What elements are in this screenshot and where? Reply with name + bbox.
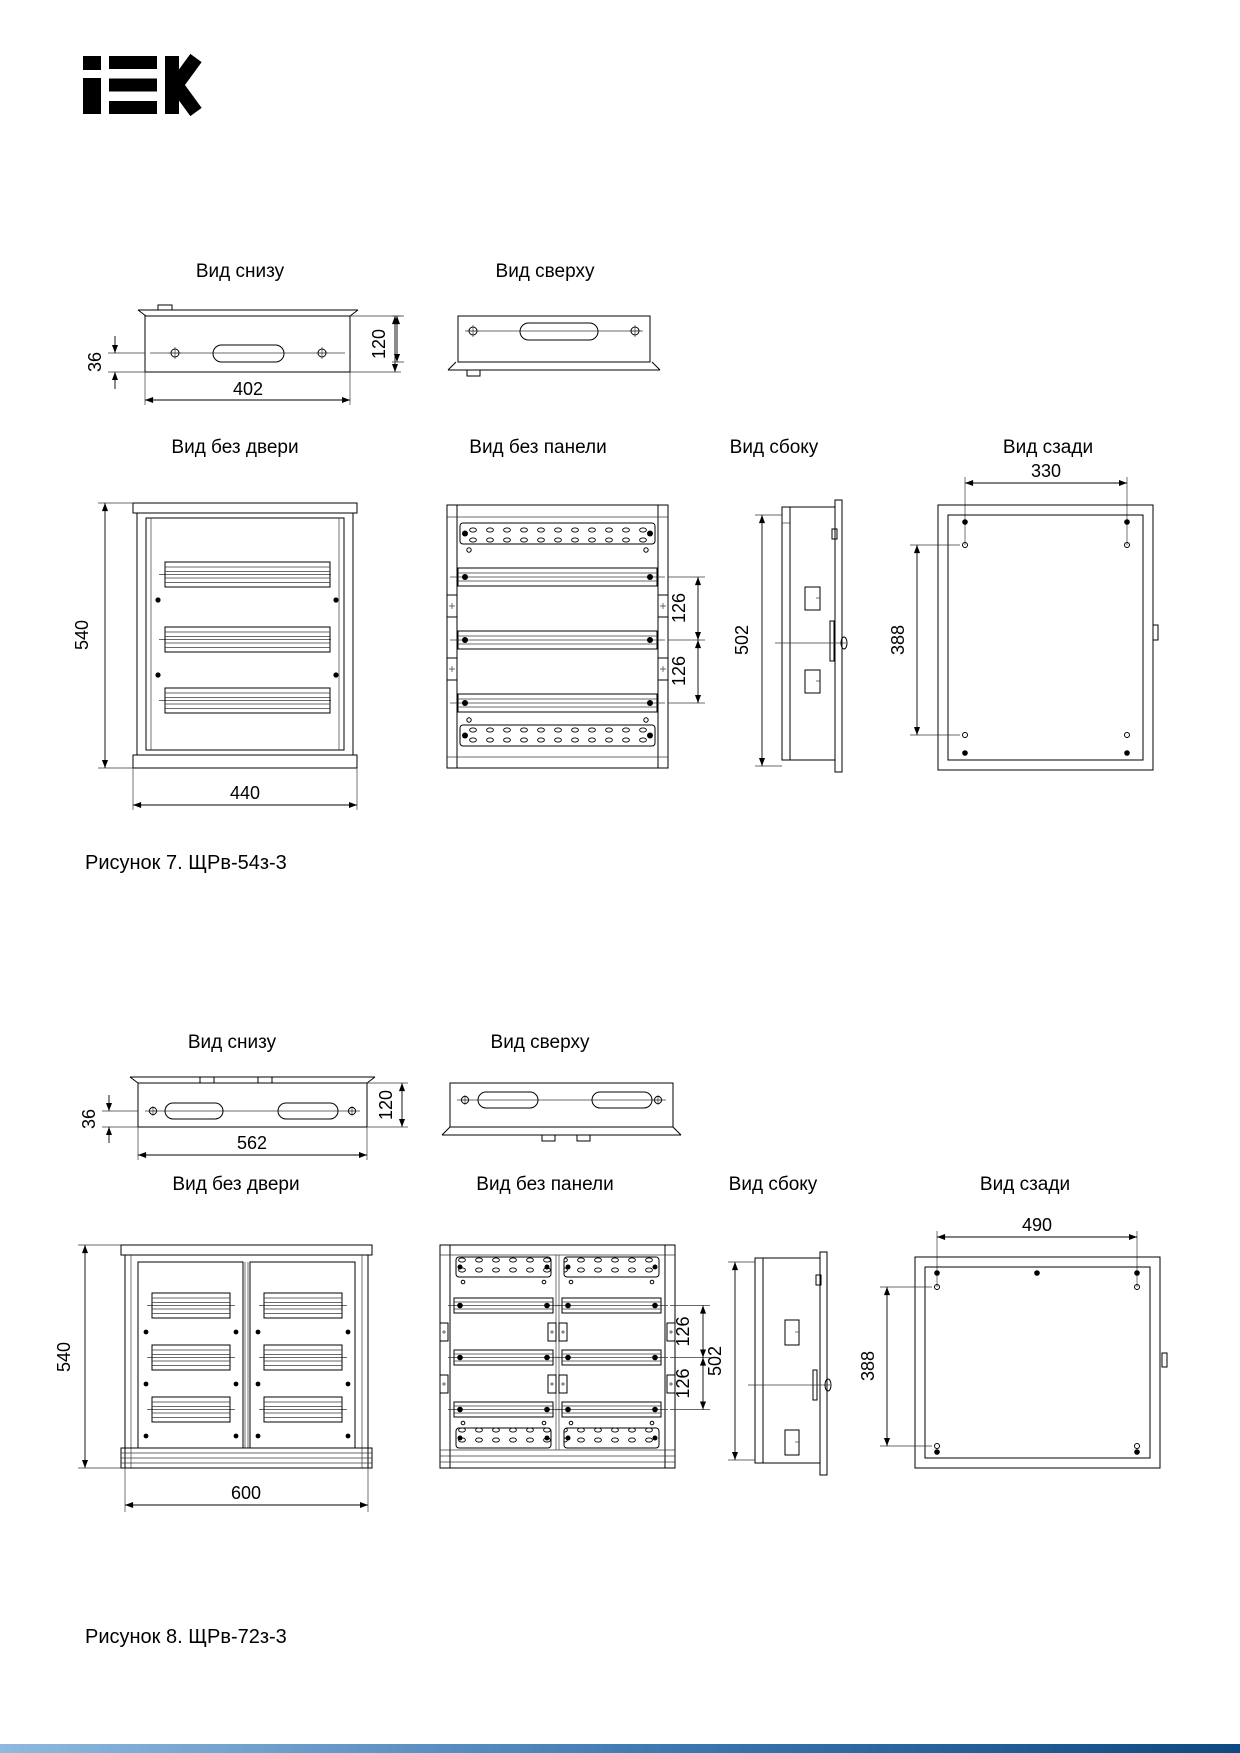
din-rail: [450, 631, 665, 649]
din-rail-strip: [159, 627, 331, 652]
dim-label: 440: [229, 783, 261, 803]
fig8-top-view-title: Вид сверху: [490, 1032, 590, 1053]
fig7-no-panel-title: Вид без панели: [469, 437, 607, 458]
fig7-no-door-drawing: [60, 495, 390, 825]
fig8-rear-view-title: Вид сзади: [979, 1174, 1071, 1195]
fig8-no-panel-title: Вид без панели: [476, 1174, 614, 1195]
dimension-388: [888, 545, 960, 735]
fig7-bottom-view-drawing: [85, 300, 418, 412]
din-rail: [448, 1350, 668, 1365]
panel-screw: [155, 597, 338, 677]
din-rail: [448, 1298, 668, 1313]
fig8-bottom-view-title: Вид снизу: [187, 1032, 277, 1053]
dim-label: 126: [673, 1316, 693, 1347]
dim-label: 388: [858, 1350, 878, 1382]
din-rail-strip: [147, 1345, 347, 1370]
dim-label: 126: [669, 655, 689, 687]
din-rail-strip: [147, 1293, 347, 1318]
enclosure-outline: [448, 316, 660, 376]
side-tab: [440, 1323, 675, 1393]
fig7-top-view-title: Вид сверху: [495, 261, 595, 282]
dimension-120: [367, 1083, 408, 1127]
fig7-side-view-drawing: [720, 495, 860, 795]
fig8-side-view-title: Вид сбоку: [728, 1174, 818, 1195]
fig8-side-view-drawing: [700, 1235, 835, 1495]
enclosure-outline: [138, 305, 358, 372]
side-profile: [748, 1252, 831, 1475]
dim-label: 126: [669, 592, 689, 624]
din-rail: [448, 1402, 668, 1417]
dim-label: 562: [236, 1133, 268, 1153]
dimension-440: [133, 768, 357, 810]
dim-label: 120: [376, 1089, 396, 1121]
perforated-strip: [460, 718, 655, 746]
dimension-36: [85, 336, 145, 389]
dim-label: 502: [705, 1345, 725, 1377]
fig7-rear-view-title: Вид сзади: [1002, 437, 1094, 458]
dimension-540: [54, 1245, 121, 1468]
dim-label: 36: [79, 1108, 99, 1130]
dim-label: 490: [1021, 1215, 1053, 1235]
iek-logo: [83, 56, 203, 114]
side-tab: [447, 595, 668, 680]
fig8-bottom-view-drawing: [80, 1065, 420, 1170]
dim-label: 330: [1030, 461, 1062, 481]
dim-label: 120: [369, 328, 389, 360]
dim-label: 600: [230, 1483, 262, 1503]
mounting-hole: [962, 519, 1130, 756]
dim-label: 502: [732, 624, 752, 656]
enclosure-outline: [121, 1245, 372, 1468]
iek-logo-glyphs: [83, 56, 196, 114]
din-rail: [450, 694, 665, 712]
dimension-502: [732, 515, 782, 766]
fig7-no-door-title: Вид без двери: [171, 437, 299, 458]
fig8-rear-view-drawing: [850, 1200, 1190, 1490]
perforated-strip: [456, 1257, 659, 1284]
fig8-top-view-drawing: [430, 1065, 700, 1155]
din-rail-strip: [159, 688, 331, 713]
dimension-502: [705, 1262, 755, 1460]
dimension-600: [125, 1468, 368, 1512]
dim-label: 36: [85, 351, 105, 373]
fig7-top-view-drawing: [390, 300, 690, 390]
enclosure-outline: [442, 1083, 681, 1141]
dimension-562: [138, 1127, 367, 1160]
dimension-540: [72, 503, 133, 768]
footer-accent-bar: [0, 1744, 1240, 1753]
dim-label: 388: [888, 624, 908, 656]
perforated-strip: [456, 1421, 659, 1448]
dim-label: 402: [232, 379, 264, 399]
fig8-no-door-title: Вид без двери: [172, 1174, 300, 1195]
dimension-36: [79, 1095, 138, 1143]
din-rail-strip: [147, 1397, 347, 1422]
fig8-caption: Рисунок 8. ЩРв-72з-3: [85, 1626, 287, 1648]
extent-line: [392, 316, 404, 362]
perforated-strip: [460, 523, 655, 552]
enclosure-outline: [130, 1077, 375, 1127]
side-profile: [775, 500, 847, 772]
fig7-bottom-view-title: Вид снизу: [195, 261, 285, 282]
dimension-490: [937, 1215, 1137, 1287]
fig7-no-panel-drawing: [380, 495, 725, 795]
fig8-no-door-drawing: [55, 1235, 395, 1525]
dim-label: 540: [72, 619, 92, 651]
enclosure-outline: [133, 503, 357, 768]
fig7-side-view-title: Вид сбоку: [729, 437, 819, 458]
mounting-hole: [934, 1270, 1140, 1455]
dimension-126-lower: [668, 640, 705, 703]
din-rail-strip: [159, 562, 331, 587]
dimension-330: [965, 461, 1127, 545]
dim-label: 126: [673, 1368, 693, 1399]
enclosure-outline: [915, 1257, 1167, 1468]
fig7-caption: Рисунок 7. ЩРв-54з-3: [85, 852, 287, 874]
din-rail: [450, 568, 665, 586]
dimension-402: [145, 372, 350, 405]
fig7-rear-view-drawing: [860, 455, 1200, 790]
dim-label: 540: [54, 1341, 74, 1373]
dimension-126-upper: [668, 577, 705, 640]
dimension-388: [858, 1287, 932, 1446]
